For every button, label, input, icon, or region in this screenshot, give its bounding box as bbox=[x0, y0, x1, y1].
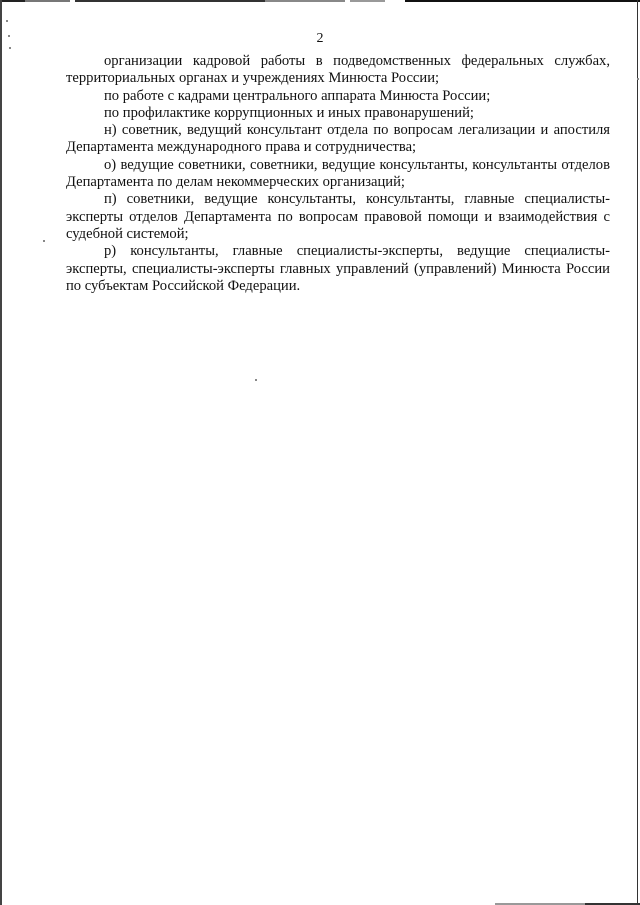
scan-border-top bbox=[0, 0, 640, 2]
scan-speck bbox=[43, 240, 45, 242]
scan-border-left bbox=[0, 0, 2, 905]
scan-speck bbox=[255, 379, 257, 381]
scan-speck bbox=[637, 78, 639, 80]
paragraph-item-o: о) ведущие советники, советники, ведущие консультанты, консультанты отделов Департамента по делам некоммерческих организаций; bbox=[66, 156, 610, 191]
paragraph-continuation-kadrovaya-rabota: организации кадровой работы в подведомственных федеральных службах, территориальных органах и учреждениях Минюста России; bbox=[66, 53, 610, 87]
scan-speck bbox=[6, 20, 8, 22]
scan-border-right bbox=[637, 0, 638, 905]
scan-speck bbox=[9, 47, 11, 49]
paragraph-item-p: п) советники, ведущие консультанты, консультанты, главные специалисты-эксперты отделов Департамента по вопросам правовой помощи и взаимодействия с судебной системой; bbox=[66, 191, 610, 242]
document-body bbox=[66, 53, 610, 295]
paragraph-item-n: н) советник, ведущий консультант отдела по вопросам легализации и апостиля Департамента международного права и сотрудничества; bbox=[66, 122, 610, 156]
paragraph-corruption-prevention: по профилактике коррупционных и иных правонарушений; bbox=[104, 104, 474, 121]
paragraph-item-r: р) консультанты, главные специалисты-эксперты, ведущие специалисты-эксперты, специалисты-эксперты главных управлений (управлений) Минюста России по субъектам Российской Федерации. bbox=[66, 243, 610, 294]
paragraph-central-apparatus: по работе с кадрами центрального аппарата Минюста России; bbox=[104, 87, 491, 104]
page-number: 2 bbox=[316, 31, 324, 46]
